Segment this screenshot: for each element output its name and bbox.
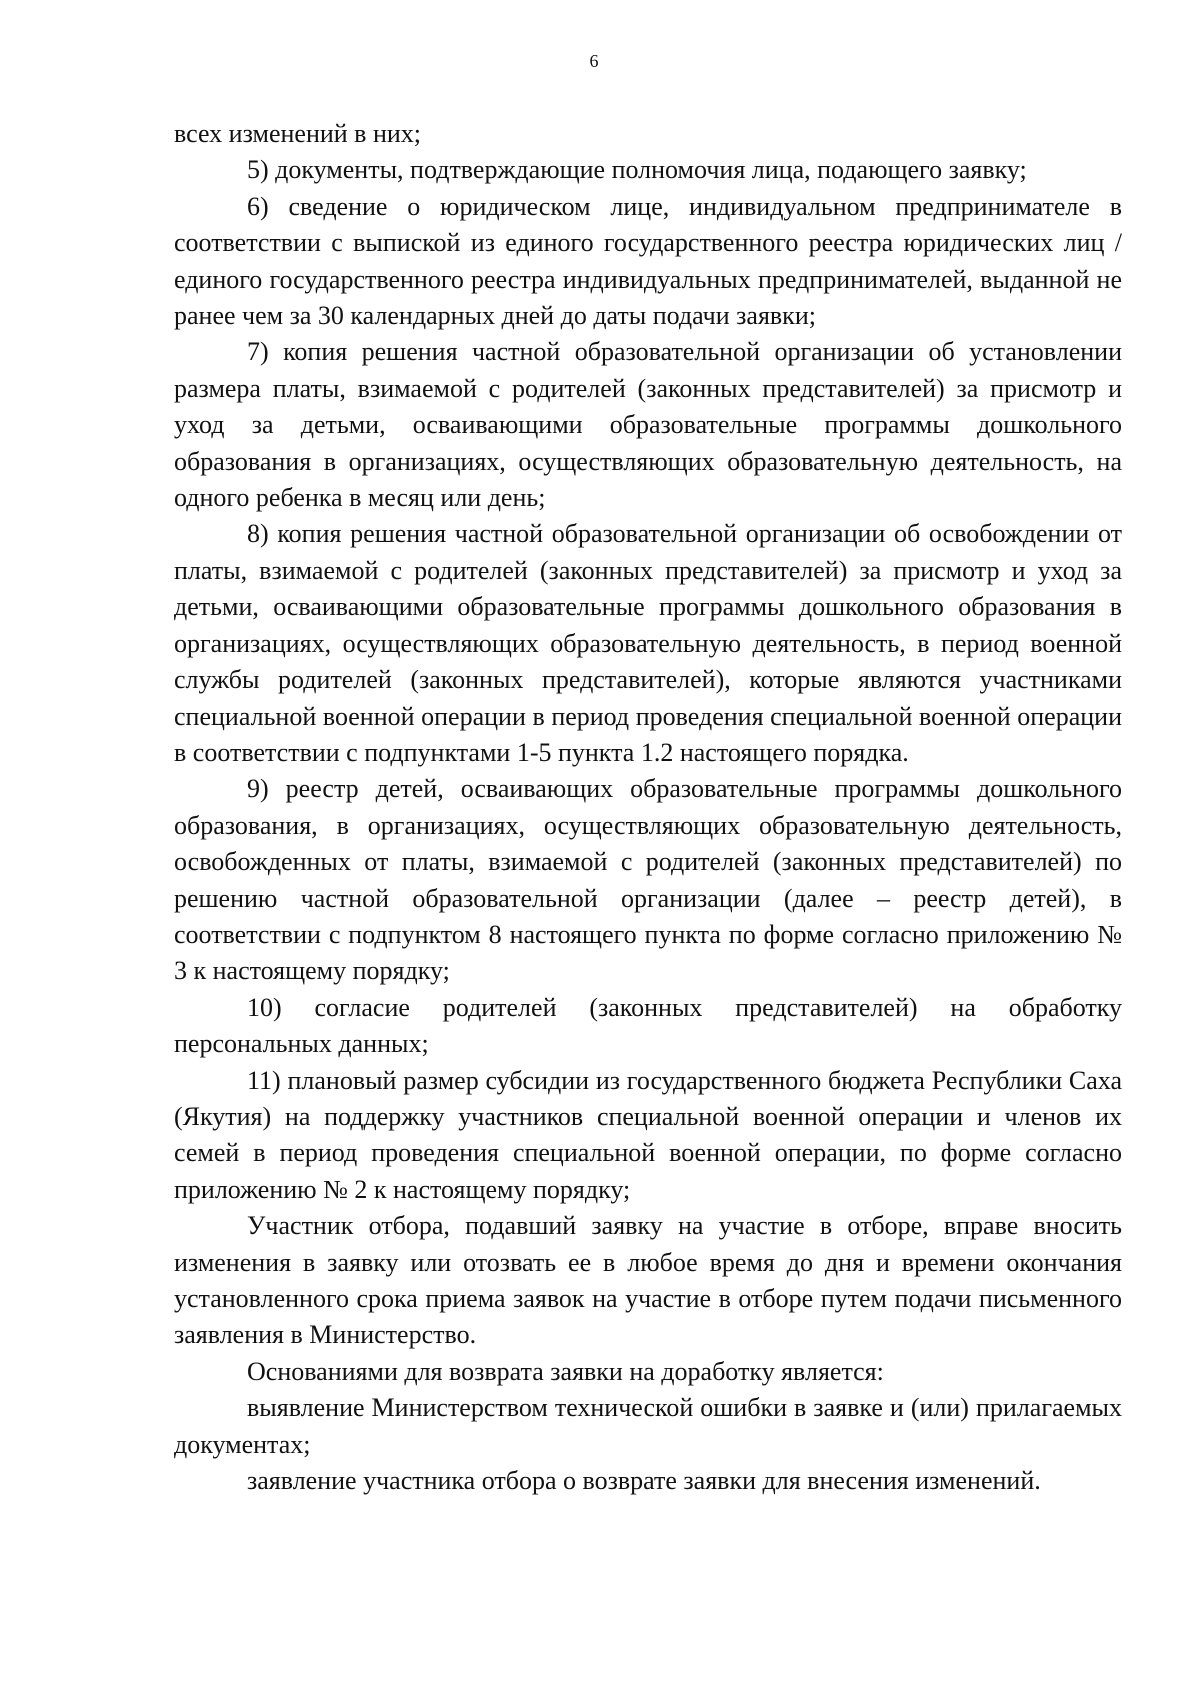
paragraph-item-11: 11) плановый размер субсидии из государственного бюджета Республики Саха (Якутия) на поддержку участников специальной военной операции и членов их семей в период проведения специальной военной операции, по форме согласно приложению № 2 к настоящему порядку; — [174, 1065, 1122, 1204]
paragraph-return-grounds: Основаниями для возврата заявки на доработку является: — [247, 1356, 884, 1386]
paragraph-item-6: 6) сведение о юридическом лице, индивидуальном предпринимателе в соответствии с выпиской из единого государственного реестра юридических лиц / единого государственного реестра индивидуальных предпринимателей, выданной не ранее чем за 30 календарных дней до даты подачи заявки; — [174, 191, 1122, 331]
paragraph-technical-error: выявление Министерством технической ошибки в заявке и (или) прилагаемых документах; — [174, 1393, 1122, 1459]
paragraph-continuation: всех изменений в них; — [174, 119, 422, 148]
paragraph-item-9: 9) реестр детей, осваивающих образовательные программы дошкольного образования, в организациях, осуществляющих образовательную деятельность, освобожденных от платы, взимаемой с родителей (законных представителей) по решению частной образовательной организации (далее – реестр детей), в соответствии с подпунктом 8 настоящего пункта по форме согласно приложению № 3 к настоящему порядку; — [174, 774, 1122, 986]
document-body — [174, 116, 1122, 1499]
paragraph-item-5: 5) документы, подтверждающие полномочия лица, подающего заявку; — [247, 155, 1027, 185]
paragraph-item-7: 7) копия решения частной образовательной организации об установлении размера платы, взимаемой с родителей (законных представителей) за присмотр и уход за детьми, осваивающими образовательные программы дошкольного образования в организациях, осуществляющих образовательную деятельность, на одного ребенка в месяц или день; — [174, 337, 1122, 513]
paragraph-changes: Участник отбора, подавший заявку на участие в отборе, вправе вносить изменения в заявку или отозвать ее в любое время до дня и времени окончания установленного срока приема заявок на участие в отборе путем подачи письменного заявления в Министерство. — [174, 1211, 1122, 1350]
paragraph-item-8: 8) копия решения частной образовательной организации об освобождении от платы, взимаемой с родителей (законных представителей) за присмотр и уход за детьми, осваивающими образовательные программы дошкольного образования в организациях, осуществляющих образовательную деятельность, в период военной службы родителей (законных представителей), которые являются участниками специальной военной операции в период проведения специальной военной операции в соответствии с подпунктами 1-5 пункта 1.2 настоящего порядка. — [174, 519, 1122, 767]
paragraph-participant-request: заявление участника отбора о возврате заявки для внесения изменений. — [247, 1466, 1041, 1496]
page-number: 6 — [589, 51, 599, 71]
paragraph-item-10: 10) согласие родителей (законных представителей) на обработку персональных данных; — [174, 992, 1122, 1059]
